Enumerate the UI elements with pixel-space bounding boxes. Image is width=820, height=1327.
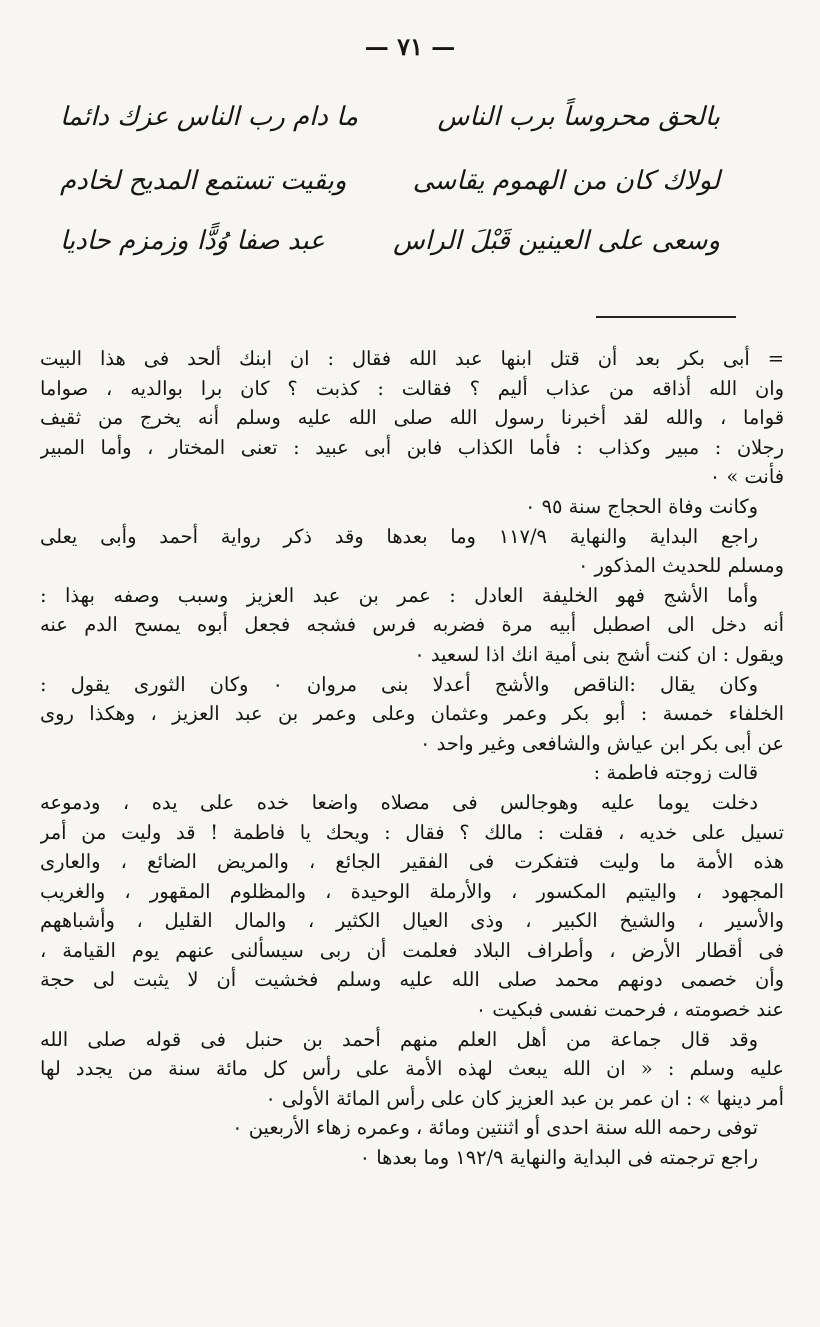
footnote-line: دخلت يوما عليه وهوجالس فى مصلاه واضعا خده على يده ، ودموعه (40, 790, 758, 814)
verse-line (60, 166, 720, 196)
footnote-line: وأما الأشج فهو الخليفة العادل : عمر بن عبد العزيز وسبب وصفه بهذا : (40, 583, 758, 607)
footnote-line: تسيل على خديه ، فقلت : مالك ؟ فقال : ويحك يا فاطمة ! قد وليت من أمر (40, 820, 784, 844)
footnote-line: ومسلم للحديث المذكور ٠ (577, 554, 784, 578)
footnote-line: وكانت وفاة الحجاج سنة ٩٥ ٠ (525, 494, 758, 518)
footnote-line: قواما ، والله لقد أخبرنا رسول الله صلى الله عليه وسلم أنه يخرج من ثقيف (40, 406, 784, 430)
verse-second-hemistich: لولاك كان من الهموم يقاسى (412, 166, 720, 196)
footnote-line: وأن خصمى دونهم محمد صلى الله عليه وسلم فخشيت أن لا يثبت لى حجة (40, 968, 784, 992)
verse-line (60, 102, 720, 132)
verse-first-hemistich: عبد صفا وُدًّا وزمزم حاديا (60, 226, 325, 256)
footnote-line: الخلفاء خمسة : أبو بكر وعمر وعثمان وعلى وعمر بن عبد العزيز ، وهكذا روى (40, 702, 784, 726)
footnote-line: فى أقطار الأرض ، وأطراف البلاد فعلمت أن ربى سيسألنى عنهم يوم القيامة ، (40, 938, 784, 962)
verse-second-hemistich: وسعى على العينين قَبْلَ الراس (393, 226, 720, 256)
verse-first-hemistich: وبقيت تستمع المديح لخادم (60, 166, 347, 196)
footnote-line: = أبى بكر بعد أن قتل ابنها عبد الله فقال : ان ابنك ألحد فى هذا البيت (40, 347, 784, 370)
footnote-line: والأسير ، والشيخ الكبير ، وذى العيال الكثير ، والمال القليل ، وأشباههم (40, 909, 784, 933)
verse-line (60, 226, 720, 256)
footnote-line: وقد قال جماعة من أهل العلم منهم أحمد بن حنبل فى قوله صلى الله (40, 1027, 758, 1051)
footnote-line: أنه دخل الى اصطبل أبيه مرة فضربه فرس فشجه فجعل أبوه يمسح الدم عنه (40, 613, 784, 637)
footnote-line: توفى رحمه الله سنة احدى أو اثنتين ومائة ، وعمره زهاء الأربعين ٠ (232, 1116, 758, 1140)
footnote-line: أمر دينها » : ان عمر بن عبد العزيز كان على رأس المائة الأولى ٠ (265, 1086, 784, 1110)
footnote-line: وكان يقال :الناقص والأشج أعدلا بنى مروان ٠ وكان الثورى يقول : (40, 672, 758, 696)
footnote-line: عن أبى بكر ابن عياش والشافعى وغير واحد ٠ (420, 731, 784, 755)
footnote-line: المجهود ، واليتيم المكسور ، والأرملة الوحيدة ، والمظلوم المقهور ، والغريب (40, 879, 784, 903)
footnote-separator (596, 316, 736, 318)
footnote-line: عند خصومته ، فرحمت نفسى فبكيت ٠ (475, 998, 784, 1022)
footnote-line: فأنت » ٠ (709, 465, 784, 489)
footnote-line: وان الله أذاقه من عذاب أليم ؟ فقالت : كذبت ؟ كان برا بوالديه ، صواما (40, 376, 784, 400)
footnote-line: رجلان : مبير وكذاب : فأما الكذاب فابن أبى عبيد : تعنى المختار ، وأما المبير (40, 435, 784, 459)
footnote-line: قالت زوجته فاطمة : (593, 761, 758, 785)
footnote-line: راجع ترجمته فى البداية والنهاية ١٩٢/٩ وما بعدها ٠ (359, 1146, 758, 1170)
footnotes (40, 344, 784, 1264)
verse-first-hemistich: ما دام رب الناس عزك دائما (60, 102, 359, 132)
footnote-line: ويقول : ان كنت أشج بنى أمية انك اذا لسعيد ٠ (414, 642, 784, 666)
footnote-line: راجع البداية والنهاية ١١٧/٩ وما بعدها وقد ذكر رواية أحمد وأبى يعلى (40, 524, 758, 548)
verse-second-hemistich: بالحق محروساً برب الناس (437, 102, 720, 132)
page-number: — ٧١ — (364, 32, 456, 61)
footnote-line: هذه الأمة ما وليت فتفكرت فى الفقير الجائع ، والمريض الضائع ، والعارى (40, 850, 784, 874)
footnote-line: عليه وسلم : « ان الله يبعث لهذه الأمة على رأس كل مائة سنة من يجدد لها (40, 1057, 784, 1081)
